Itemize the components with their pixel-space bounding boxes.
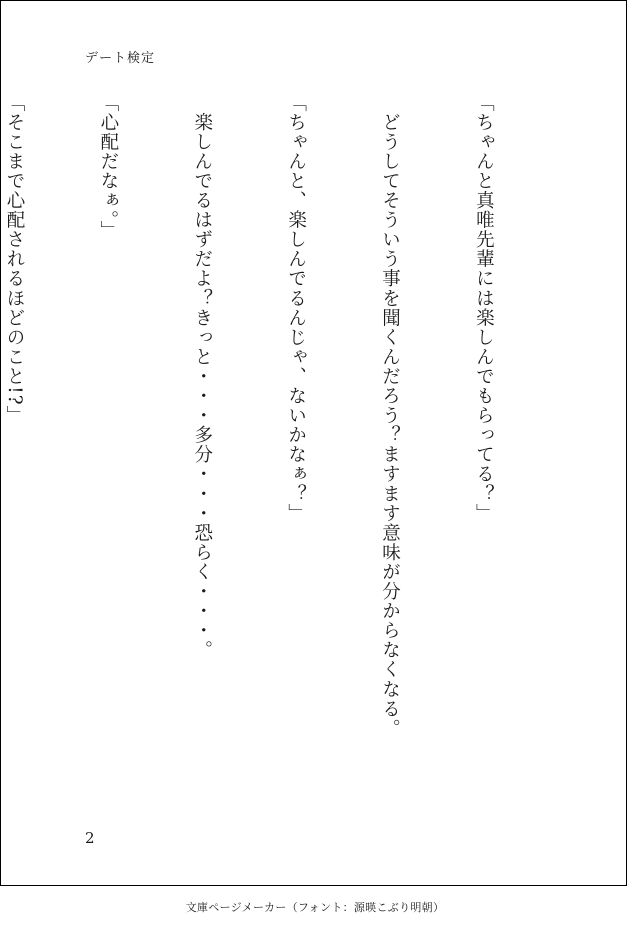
vertical-text-body: [0, 93, 562, 813]
footer-caption: 文庫ページメーカー（フォント：源暎こぶり明朝）: [185, 901, 445, 914]
text-line: 楽しんでるはずだよ？きっと・・・多分・・・恐らく・・・。: [191, 93, 213, 660]
running-head-title: デート検定: [85, 51, 156, 66]
page-number: 2: [85, 829, 95, 847]
text-line: 「そこまで心配されるほどのこと!?」: [3, 93, 25, 426]
text-line: 「ちゃんと真唯先輩には楽しんでもらってる？」: [473, 93, 495, 524]
text-line: 「ちゃんと、楽しんでるんじゃ、ないかなぁ？」: [285, 93, 307, 524]
text-line: 「心配だなぁ。」: [97, 93, 119, 241]
text-line: どうしてそういう事を聞くんだろう？ますます意味が分からなくなる。: [379, 93, 401, 739]
